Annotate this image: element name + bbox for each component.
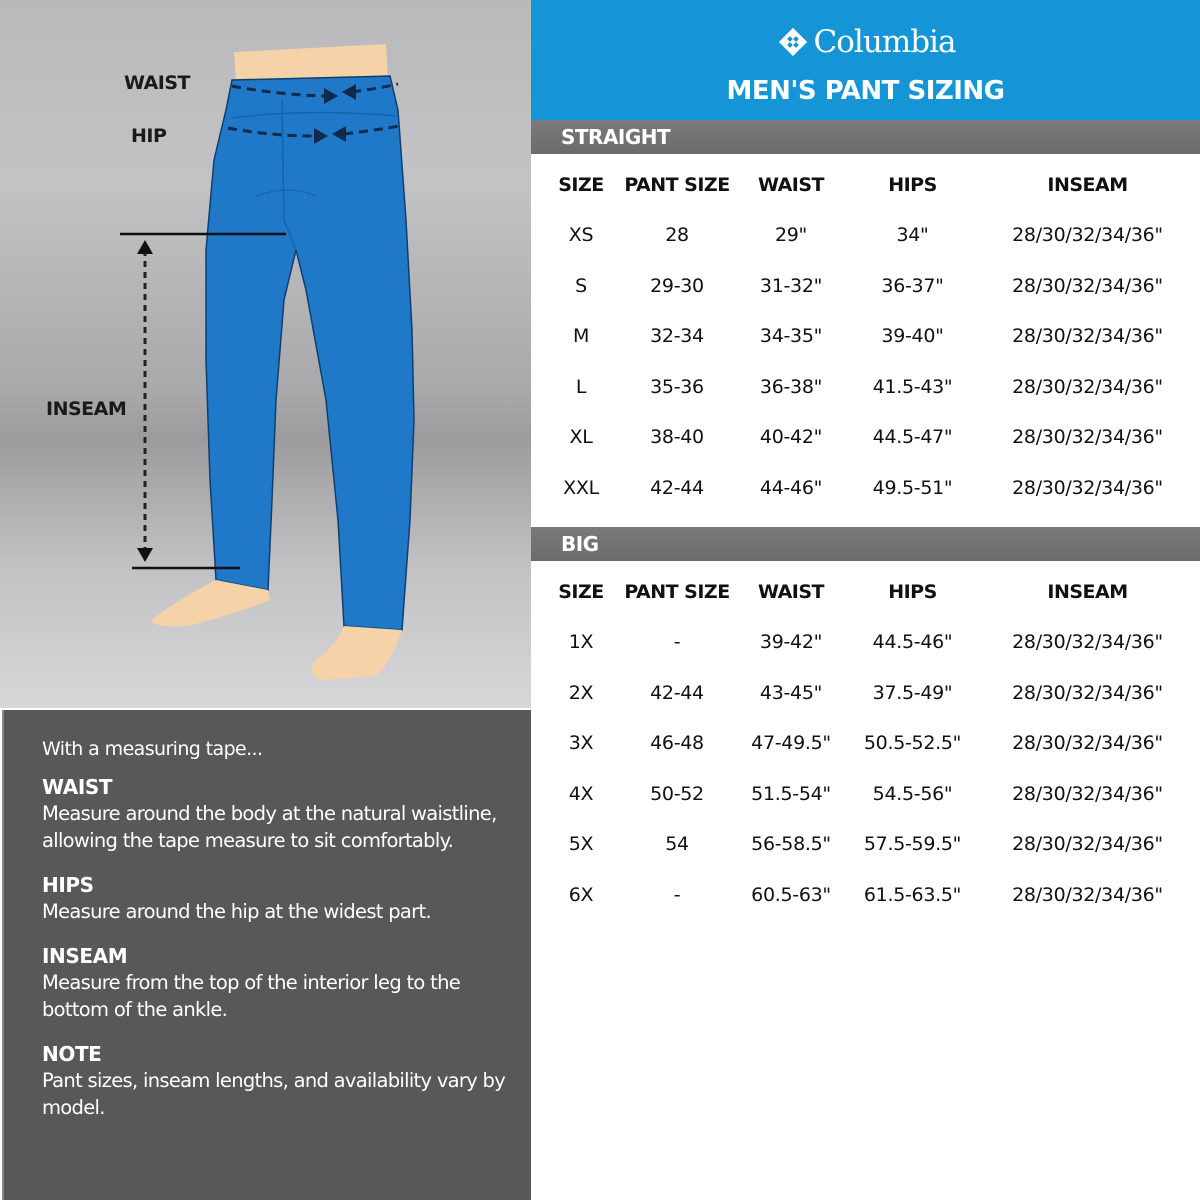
column-header: HIPS — [888, 174, 937, 196]
cell-inseam: 28/30/32/34/36" — [1012, 274, 1163, 297]
cell-waist: 39-42" — [759, 631, 823, 654]
table-row — [540, 261, 1200, 312]
cell-hips: 39-40" — [881, 325, 944, 348]
cell-hips: 44.5-47" — [872, 426, 953, 449]
cell-inseam: 28/30/32/34/36" — [1012, 782, 1163, 805]
column-header: HIPS — [888, 581, 937, 603]
cell-inseam: 28/30/32/34/36" — [1012, 426, 1163, 449]
table-row — [540, 819, 1200, 870]
instruction-text: Measure around the body at the natural waistline, allowing the tape measure to sit comfortably. — [42, 802, 497, 852]
instruction-heading: HIPS — [42, 873, 94, 897]
cell-pant-size: 42-44 — [650, 681, 704, 704]
cell-size: 6X — [568, 883, 594, 906]
big-size-table — [540, 567, 1200, 920]
table-row — [540, 412, 1200, 463]
cell-inseam: 28/30/32/34/36" — [1012, 681, 1163, 704]
cell-size: M — [572, 325, 590, 348]
cell-inseam: 28/30/32/34/36" — [1012, 631, 1163, 654]
instruction-note — [42, 1041, 511, 1121]
table-header-row — [540, 160, 1200, 210]
section-header-big: BIG — [531, 527, 1200, 561]
cell-hips: 49.5-51" — [872, 476, 953, 499]
instruction-text: Measure from the top of the interior leg to the bottom of the ankle. — [42, 971, 461, 1021]
instruction-heading: INSEAM — [42, 944, 128, 968]
brand-logo — [531, 24, 1200, 60]
cell-pant-size: 50-52 — [650, 782, 704, 805]
table-row — [540, 210, 1200, 261]
table-row — [540, 617, 1200, 668]
cell-hips: 54.5-56" — [872, 782, 953, 805]
cell-inseam: 28/30/32/34/36" — [1012, 833, 1163, 856]
cell-waist: 60.5-63" — [751, 883, 831, 906]
cell-inseam: 28/30/32/34/36" — [1012, 224, 1163, 247]
cell-pant-size: 35-36 — [650, 375, 704, 398]
instruction-heading: NOTE — [42, 1042, 102, 1066]
cell-size: S — [575, 274, 587, 297]
table-row — [540, 718, 1200, 769]
column-header: SIZE — [558, 581, 604, 603]
page-title: MEN'S PANT SIZING — [726, 76, 1005, 106]
cell-pant-size: 46-48 — [650, 732, 704, 755]
instruction-hips — [42, 872, 511, 925]
chart-header — [531, 0, 1200, 120]
instructions-intro: With a measuring tape... — [42, 738, 263, 760]
cell-pant-size: 42-44 — [650, 476, 704, 499]
table-row — [540, 362, 1200, 413]
cell-size: XL — [569, 426, 593, 449]
column-header: WAIST — [757, 581, 825, 603]
cell-inseam: 28/30/32/34/36" — [1012, 883, 1163, 906]
pants-shape — [206, 76, 414, 630]
cell-pant-size: 38-40 — [650, 426, 704, 449]
columbia-diamond-icon — [776, 25, 810, 59]
cell-size: XS — [568, 224, 594, 247]
instruction-waist — [42, 774, 511, 854]
table-row — [540, 870, 1200, 921]
pants-diagram-icon — [0, 0, 531, 708]
cell-waist: 47-49.5" — [751, 732, 831, 755]
cell-size: 1X — [568, 631, 594, 654]
table-row — [540, 668, 1200, 719]
instruction-text: Measure around the hip at the widest part. — [42, 900, 431, 923]
column-header: PANT SIZE — [624, 174, 730, 196]
cell-size: L — [575, 375, 587, 398]
pants-illustration — [0, 0, 531, 708]
cell-pant-size: 28 — [665, 224, 689, 247]
cell-size: 3X — [568, 732, 594, 755]
cell-hips: 37.5-49" — [872, 681, 953, 704]
column-header: WAIST — [757, 174, 825, 196]
cell-size: 4X — [568, 782, 594, 805]
hip-label: HIP — [131, 125, 167, 147]
table-row — [540, 463, 1200, 514]
cell-inseam: 28/30/32/34/36" — [1012, 325, 1163, 348]
cell-size: 5X — [568, 833, 594, 856]
left-foot — [150, 580, 270, 627]
table-row — [540, 769, 1200, 820]
cell-waist: 34-35" — [759, 325, 823, 348]
cell-hips: 41.5-43" — [872, 375, 953, 398]
cell-hips: 50.5-52.5" — [863, 732, 962, 755]
cell-inseam: 28/30/32/34/36" — [1012, 375, 1163, 398]
cell-hips: 44.5-46" — [872, 631, 953, 654]
column-header: INSEAM — [1047, 581, 1128, 603]
table-row — [540, 311, 1200, 362]
instruction-text: Pant sizes, inseam lengths, and availability vary by model. — [42, 1069, 506, 1119]
column-header: INSEAM — [1047, 174, 1128, 196]
inseam-label: INSEAM — [46, 398, 127, 420]
cell-pant-size: - — [673, 631, 681, 654]
instruction-heading: WAIST — [42, 775, 113, 799]
cell-waist: 36-38" — [759, 375, 823, 398]
cell-hips: 36-37" — [881, 274, 944, 297]
cell-pant-size: - — [673, 883, 681, 906]
cell-pant-size: 54 — [665, 833, 689, 856]
cell-pant-size: 32-34 — [650, 325, 704, 348]
cell-hips: 57.5-59.5" — [863, 833, 962, 856]
cell-waist: 31-32" — [759, 274, 823, 297]
right-foot — [312, 626, 402, 680]
cell-waist: 44-46" — [759, 476, 823, 499]
table-header-row — [540, 567, 1200, 617]
cell-waist: 40-42" — [759, 426, 823, 449]
cell-waist: 51.5-54" — [751, 782, 831, 805]
cell-inseam: 28/30/32/34/36" — [1012, 476, 1163, 499]
cell-pant-size: 29-30 — [650, 274, 704, 297]
cell-size: XXL — [563, 476, 599, 499]
section-header-straight: STRAIGHT — [531, 120, 1200, 154]
brand-name: Columbia — [813, 24, 956, 60]
cell-size: 2X — [568, 681, 594, 704]
cell-inseam: 28/30/32/34/36" — [1012, 732, 1163, 755]
straight-size-table — [540, 160, 1200, 513]
cell-hips: 34" — [896, 224, 929, 247]
instruction-inseam — [42, 943, 511, 1023]
cell-waist: 43-45" — [759, 681, 823, 704]
cell-waist: 29" — [774, 224, 808, 247]
column-header: SIZE — [558, 174, 604, 196]
cell-waist: 56-58.5" — [751, 833, 831, 856]
column-header: PANT SIZE — [624, 581, 730, 603]
waist-label: WAIST — [124, 72, 191, 94]
cell-hips: 61.5-63.5" — [863, 883, 962, 906]
measuring-instructions — [2, 710, 531, 1200]
